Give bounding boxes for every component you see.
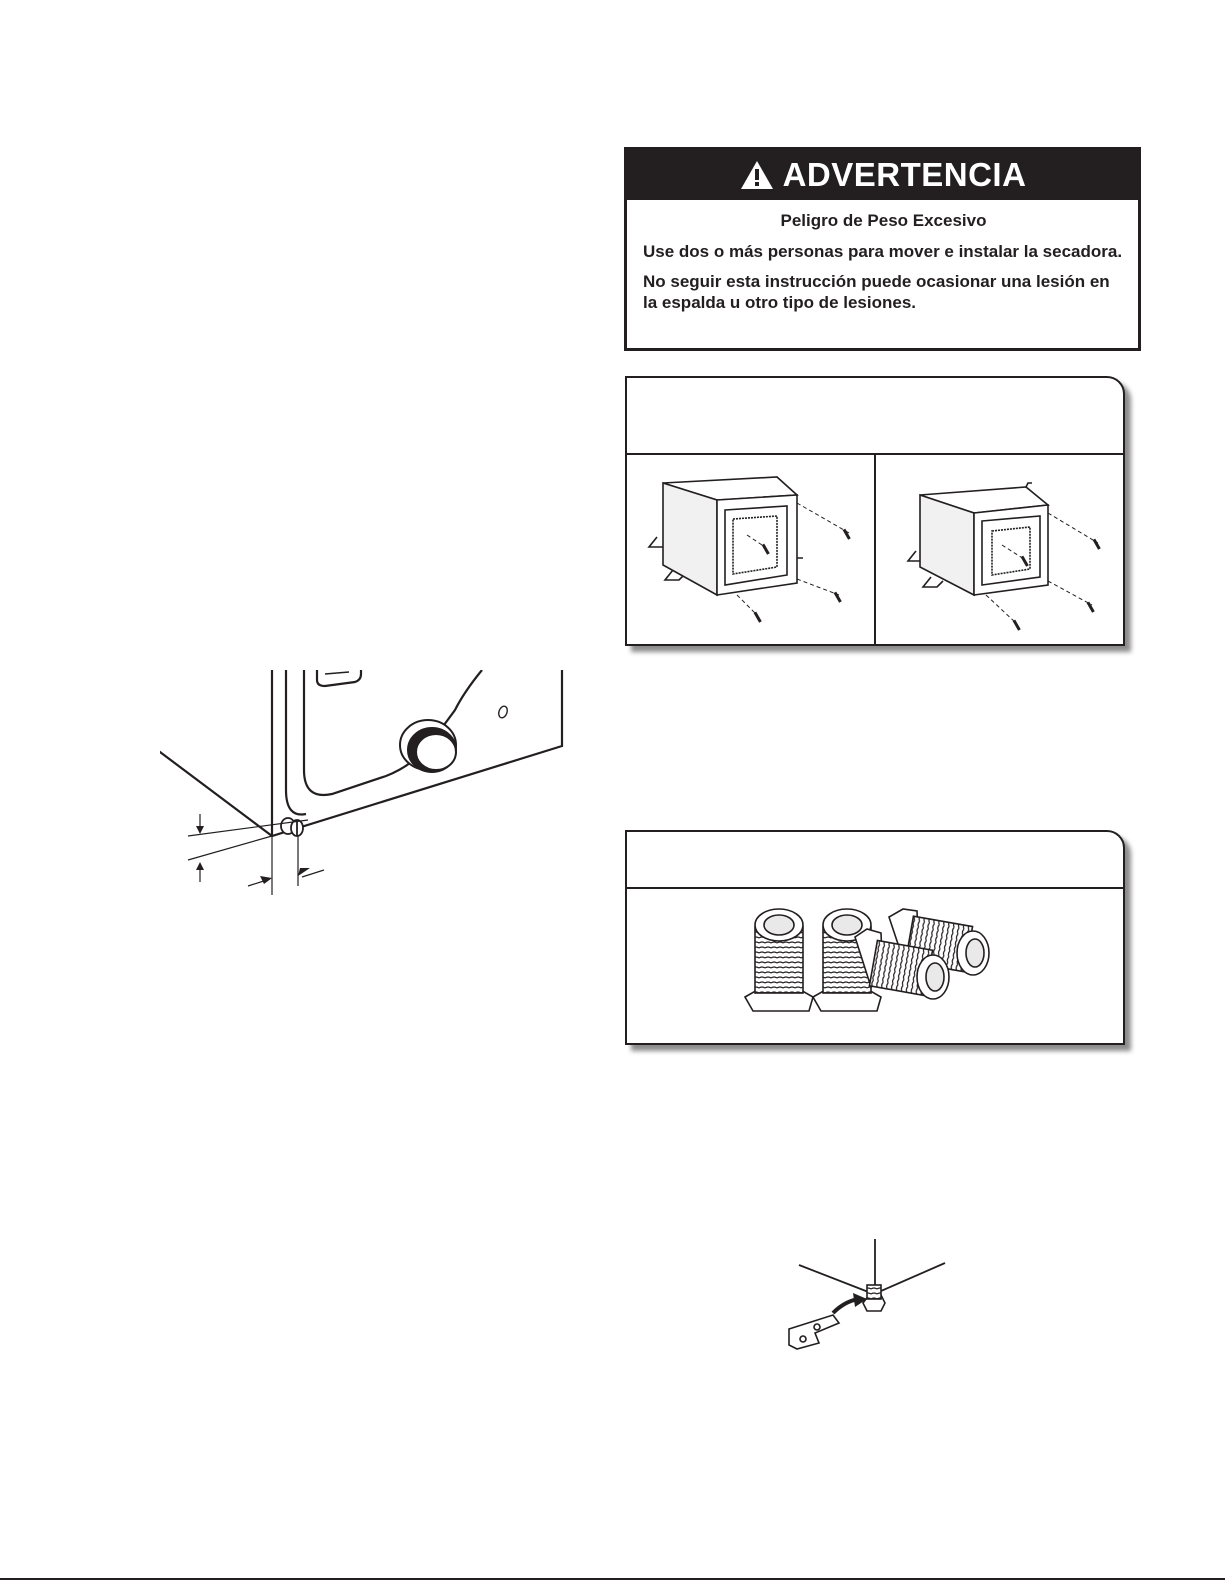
warning-header	[627, 150, 1138, 200]
warning-triangle-icon	[739, 159, 775, 191]
warning-subtitle: Peligro de Peso Excesivo	[780, 211, 987, 230]
cabinet-illustration-left	[627, 455, 876, 646]
warning-consequence: No seguir esta instrucción puede ocasionar una lesión en la espalda u otro tipo de lesiones.	[643, 272, 1110, 312]
panel-header	[627, 832, 1123, 889]
mounting-screws-panel	[625, 376, 1125, 646]
cabinet-illustration-right	[876, 455, 1123, 646]
warning-instruction: Use dos o más personas para mover e instalar la secadora.	[643, 242, 1123, 261]
warning-box	[624, 147, 1141, 351]
leveling-feet-panel	[625, 830, 1125, 1045]
warning-body	[627, 200, 1138, 313]
leveling-feet-illustration	[627, 889, 1123, 1045]
panel-header	[627, 378, 1123, 455]
warning-title: ADVERTENCIA	[782, 156, 1027, 193]
dryer-foot-dimension-illustration	[160, 670, 580, 910]
anti-tip-bracket-illustration	[775, 1235, 955, 1365]
page-bottom-rule	[0, 1578, 1225, 1580]
